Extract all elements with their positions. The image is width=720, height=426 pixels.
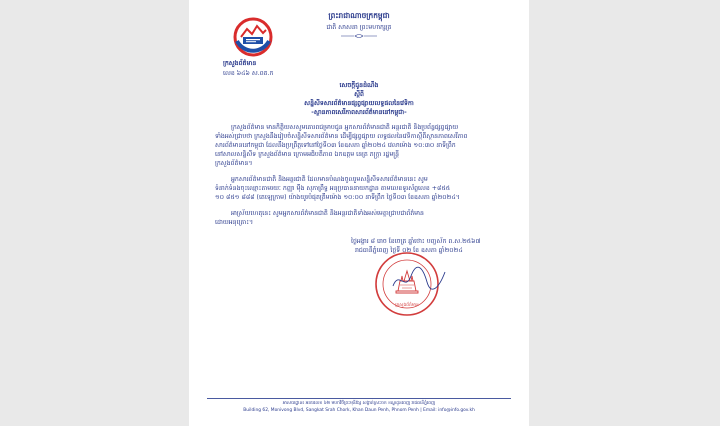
notice-subject: សន្និសីទសារព័ត៌មានផ្សព្វផ្សាយលទ្ធផលនៃវេទិកា [304,100,414,107]
footer-address-km: អាសយដ្ឋាន៖ អគារលេខ ៦២ មហាវិថីព្រះមុនីវង្ស សង្កាត់ស្រះចក ខណ្ឌដូនពេញ រាជធានីភ្នំពេញ [282,401,436,406]
reference-number: លេខ ៦៤៦ ស.ពត.ក [223,70,274,77]
notice-subject-prefix: ស្តីពី [354,91,364,98]
letter-page [189,0,529,426]
paragraph-line: នៅសាលសន្និសីទ ក្រសួងព័ត៌មាន ក្រោមអធិបតីភាព ឯកឧត្តម នេត្រ ភក្ត្រា រដ្ឋមន្ត្រី [215,151,400,158]
paragraph-line: អាស្រ័យហេតុនេះ សូមអ្នកសារព័ត៌មានជាតិ និងអន្តរជាតិទាំងអស់មេត្តាជ្រាបជាព័ត៌មាន [231,210,424,217]
ministry-logo-icon [233,17,273,57]
footer-divider [207,398,511,399]
solar-date: រាជធានីភ្នំពេញ ថ្ងៃទី ០២ ខែ ឧសភា ឆ្នាំ២០២៤ [355,247,463,254]
seal-text: ក្រសួងព័ត៌មាន [395,303,419,308]
notice-title: សេចក្តីជូនដំណឹង [339,82,379,89]
national-motto: ជាតិ សាសនា ព្រះមហាក្សត្រ [326,24,392,31]
paragraph-line: ១០ ៨៥១ ៨៨៨ (តេឡេក្រាម) យ៉ាងយូរបំផុតត្រឹមម៉ោង ១០:០០ នាទីព្រឹក ថ្ងៃទី០៣ ខែឧសភា ឆ្នាំ២០២៤។ [215,194,460,201]
handwritten-signature [389,264,449,294]
notice-subject-topic: -ស្ថានភាពសេរីភាពសារព័ត៌មាននៅកម្ពុជា- [311,109,407,116]
paragraph-line: ក្រសួងព័ត៌មាន មានកិត្តិយសសូមគោរពជម្រាបជូន អ្នកសារព័ត៌មានជាតិ អន្តរជាតិ និងប្រព័ន្ធផ្សព្វផ្សាយ [231,124,459,131]
paragraph-line: ទំនាក់ទំនងចុះឈ្មោះតាមរយៈ កញ្ញា ម៉ឹង សុភាព្រឹទ្ធ អនុប្រធាននាយកដ្ឋាន តាមលេខទូរស័ព្ទលេខ +៨៥៥ [215,185,451,192]
ministry-name: ក្រសួងព័ត៌មាន [223,60,257,67]
paragraph-line: អ្នកសារព័ត៌មានជាតិ និងអន្តរជាតិ ដែលមានបំណងចូលរួមសន្និសីទសារព័ត៌មាននេះ សូម [231,176,428,183]
paragraph-line: ក្រសួងព័ត៌មាន។ [215,160,253,167]
lunar-date: ថ្ងៃអង្គារ ៨ រោច ខែចេត្រ ឆ្នាំថោះ បញ្ចស័ក ព.ស.២៥៦៧ [351,238,481,245]
footer-address-en: Building 62, Monivong Blvd, Sangkat Srah Chork, Khan Daun Penh, Phnom Penh | Email: info@info.gov.kh [243,408,475,413]
ornament-divider-icon [339,33,379,39]
paragraph-line: សារព័ត៌មាននៅកម្ពុជា ដែលនឹងប្រព្រឹត្តទៅនៅថ្ងៃទី០៣ ខែឧសភា ឆ្នាំ២០២៤ វេលាម៉ោង ១០:៣០ នាទីព្រឹក [215,142,456,149]
paragraph-line: ទាំងអស់ជ្រាបថា ក្រសួងនឹងរៀបចំសន្និសីទសារព័ត៌មាន ដើម្បីផ្សព្វផ្សាយ លទ្ធផលនៃវេទិកាស្តីពីស្ថានភាពសេរីភាព [215,133,468,140]
kingdom-heading: ព្រះរាជាណាចក្រកម្ពុជា [328,11,390,20]
paragraph-line: ដោយអនុគ្រោះ។ [215,219,254,226]
